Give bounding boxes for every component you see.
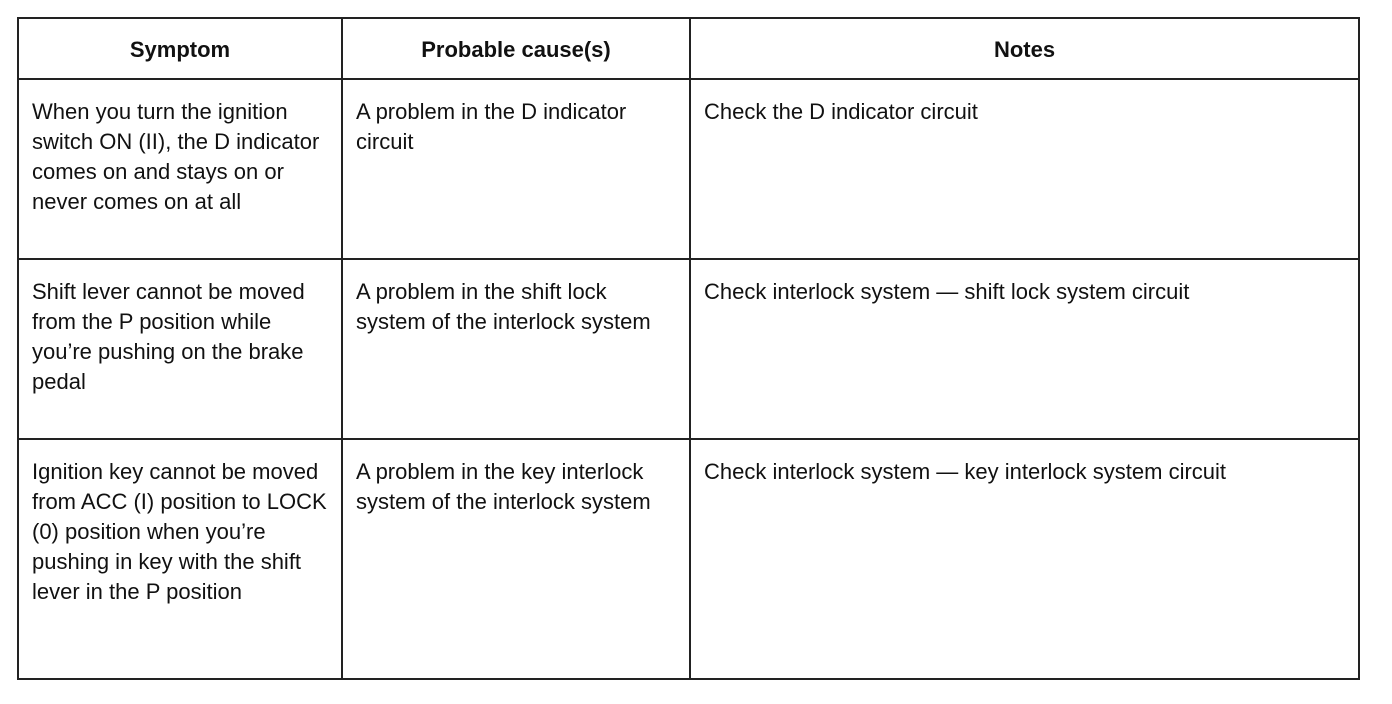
table-row [19,80,1358,260]
cause-cell: A problem in the D indicator circuit [343,80,691,258]
header-symptom: Symptom [19,19,343,78]
cause-cell: A problem in the shift lock system of the interlock system [343,260,691,438]
symptom-cell: Shift lever cannot be moved from the P position while you’re pushing on the brake pedal [19,260,343,438]
table-row [19,260,1358,440]
table-header-row [19,19,1358,80]
symptom-cell: Ignition key cannot be moved from ACC (I) position to LOCK (0) position when you’re pushing in key with the shift lever in the P position [19,440,343,680]
table-row [19,440,1358,680]
notes-cell: Check the D indicator circuit [704,99,978,124]
symptom-cell: When you turn the ignition switch ON (II), the D indicator comes on and stays on or never comes on at all [19,80,343,258]
notes-cell: Check interlock system — shift lock system circuit [704,279,1190,304]
notes-cell: Check interlock system — key interlock system circuit [704,459,1227,484]
cause-cell: A problem in the key interlock system of the interlock system [343,440,691,680]
header-notes: Notes [993,37,1056,62]
header-probable-cause: Probable cause(s) [343,19,691,78]
troubleshooting-table [17,17,1360,680]
